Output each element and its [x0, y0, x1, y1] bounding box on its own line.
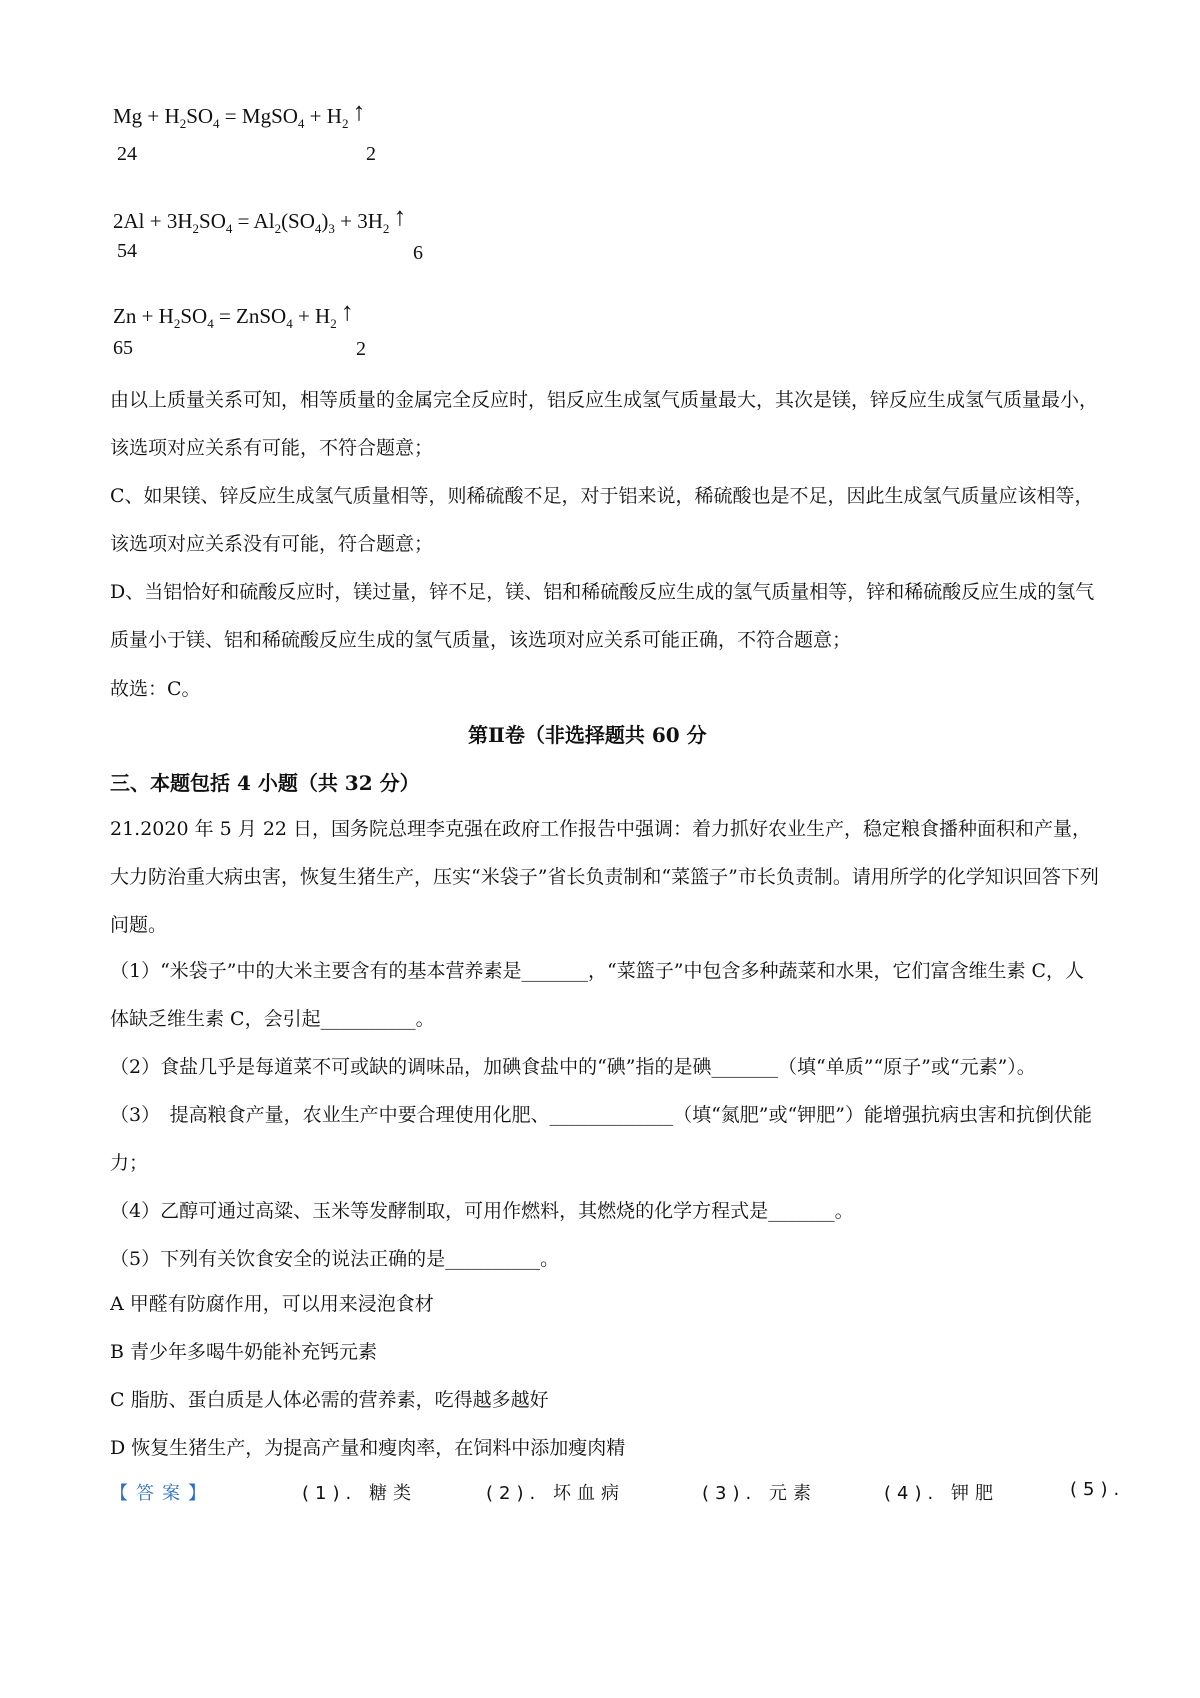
mass-h2: 6 [413, 242, 423, 264]
paragraph-option-c: C、如果镁、锌反应生成氢气质量相等，则稀硫酸不足，对于铝来说，稀硫酸也是不足，因此生成氢气质量应该相等，该选项对应关系没有可能，符合题意； [110, 485, 1094, 555]
mass-zn: 65 [113, 337, 133, 359]
equation-zn: $Zn + H_2SO_4$ = ZnSO$_4$ + $H_2$ ↑ [113, 297, 354, 331]
option-c: C 脂肪、蛋白质是人体必需的营养素，吃得越多越好 [110, 1389, 549, 1411]
mass-al: 54 [117, 240, 137, 262]
equation-al: $2Al + 3H_2SO_4 = Al_2(SO_4)_3 + 3H_2$ ↑ [113, 202, 407, 236]
answer-item-4: (4). 钾肥 [884, 1483, 999, 1504]
answer-tag: 【答案】 [110, 1483, 214, 1504]
equation-mg: $Mg + H_2SO_4$ = MgSO$_4$ + $H_2$ ↑ [113, 97, 366, 131]
question-stem: 21.2020 年 5 月 22 日，国务院总理李克强在政府工作报告中强调：着力抓好农业生产，稳定粮食播种面积和产量，大力防治重大病虫害，恢复生猪生产，压实“米袋子”省长负责制和“菜篮子”市长负责制。请用所学的化学知识回答下列问题。 [110, 818, 1099, 936]
question-part-3: （3） 提高粮食产量，农业生产中要合理使用化肥、_____________（填“氮肥”或“钾肥”）能增强抗病虫害和抗倒伏能力； [110, 1104, 1092, 1174]
option-a: A 甲醛有防腐作用，可以用来浸泡食材 [110, 1293, 434, 1315]
question-part-2: （2）食盐几乎是每道菜不可或缺的调味品，加碘食盐中的“碘”指的是碘_______（填“单质”“原子”或“元素”）。 [110, 1056, 1036, 1078]
paragraph-conclusion: 由以上质量关系可知，相等质量的金属完全反应时，铝反应生成氢气质量最大，其次是镁，锌反应生成氢气质量最小，该选项对应关系有可能，不符合题意； [110, 389, 1099, 459]
part-title: 三、本题包括 4 小题（共 32 分） [110, 771, 420, 795]
paragraph-option-d: D、当铝恰好和硫酸反应时，镁过量，锌不足，镁、铝和稀硫酸反应生成的氢气质量相等，锌和稀硫酸反应生成的氢气质量小于镁、铝和稀硫酸反应生成的氢气质量，该选项对应关系可能正确，不符合题意； [110, 581, 1095, 651]
answer-item-5: (5). [1070, 1479, 1126, 1500]
question-part-4: （4）乙醇可通过高粱、玉米等发酵制取，可用作燃料，其燃烧的化学方程式是_______。 [110, 1200, 854, 1222]
answer-row [110, 1479, 1126, 1505]
question-part-5: （5）下列有关饮食安全的说法正确的是__________。 [110, 1248, 560, 1270]
mass-h2: 2 [356, 338, 366, 360]
mass-mg: 24 [117, 143, 137, 165]
gas-arrow-icon: ↑ [352, 97, 366, 126]
gas-arrow-icon: ↑ [340, 297, 354, 326]
question-part-1: （1）“米袋子”中的大米主要含有的基本营养素是_______，“菜篮子”中包含多种蔬菜和水果，它们富含维生素 C，人体缺乏维生素 C，会引起__________。 [110, 960, 1085, 1030]
answer-item-2: (2). 坏血病 [486, 1483, 625, 1504]
option-d: D 恢复生猪生产，为提高产量和瘦肉率，在饲料中添加瘦肉精 [110, 1437, 626, 1459]
answer-item-1: (1). 糖类 [302, 1483, 417, 1504]
answer-item-3: (3). 元素 [702, 1483, 817, 1504]
mass-h2: 2 [366, 143, 376, 165]
gas-arrow-icon: ↑ [393, 202, 407, 231]
section-title: 第Ⅱ卷（非选择题共 60 分 [468, 723, 707, 747]
option-b: B 青少年多喝牛奶能补充钙元素 [110, 1341, 378, 1363]
final-choice: 故选：C。 [110, 678, 201, 700]
